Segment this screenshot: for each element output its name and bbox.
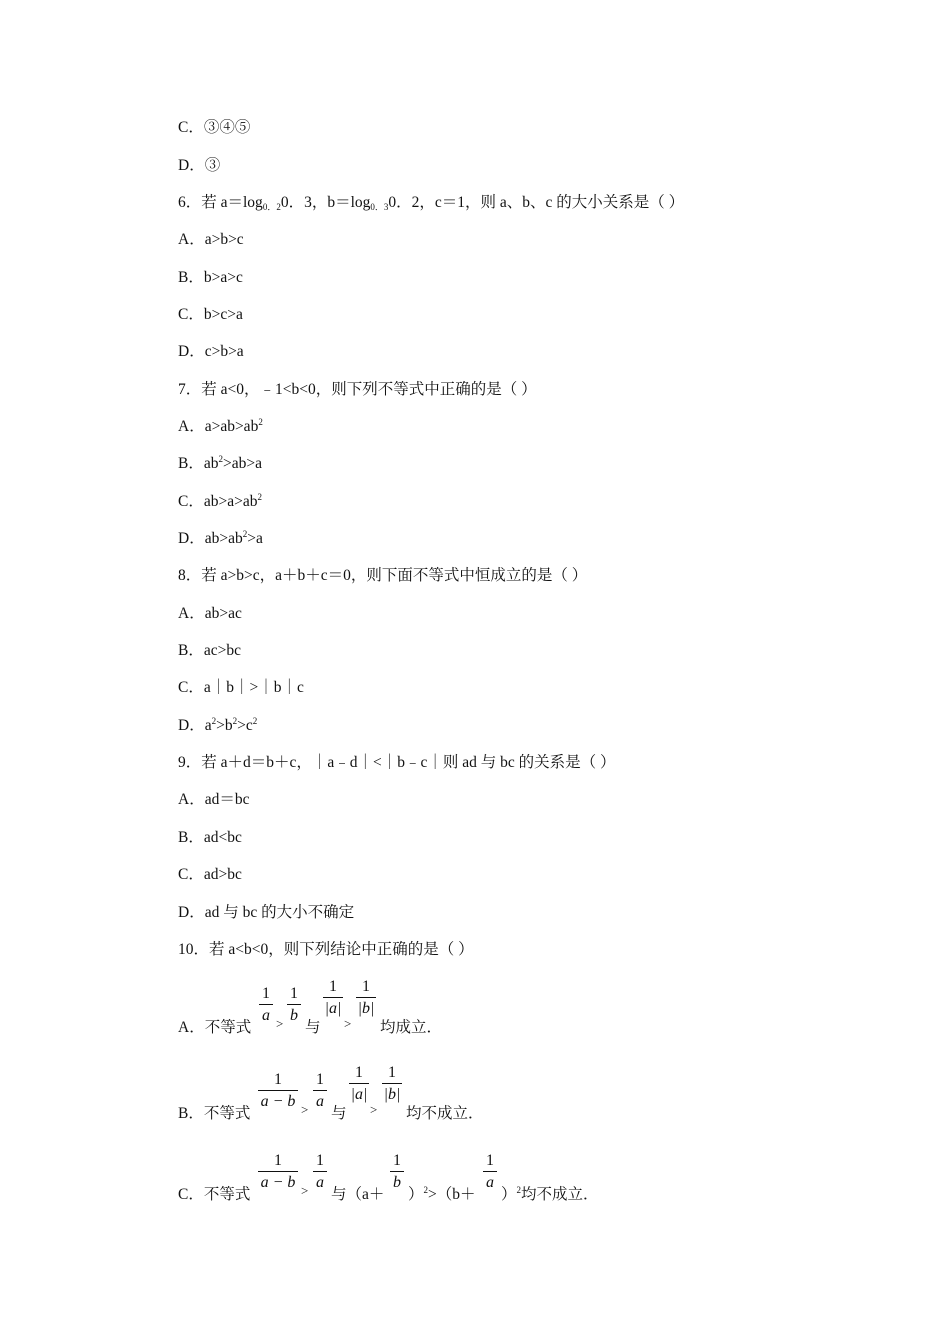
q10-option-c-label: C．不等式 bbox=[178, 1186, 251, 1203]
q10-a-frac-1-over-abs-a: 1 |a| bbox=[324, 978, 342, 1017]
q10-c-left-term-close: ）$^2$>（b＋ bbox=[408, 1185, 476, 1203]
q9-option-c: C．ad>bc bbox=[178, 866, 242, 883]
q10-c-end: ）$^2$均不成立． bbox=[501, 1185, 599, 1203]
q10-a-frac-1-over-a: 1 a bbox=[259, 985, 273, 1025]
q10-b-frac-1-over-abs-a: 1 |a| bbox=[350, 1064, 368, 1103]
q10-stem: 10．若 a<b<0，则下列结论中正确的是（ ） bbox=[178, 941, 474, 958]
q9-stem: 9．若 a＋d＝b＋c，｜a﹣d｜<｜b﹣c｜则 ad 与 bc 的关系是（ ） bbox=[178, 754, 616, 771]
q10-a-frac-1-over-b: 1 b bbox=[287, 985, 301, 1025]
q10-option-a-label: A．不等式 bbox=[178, 1019, 252, 1036]
q10-c-gt-1: > bbox=[301, 1183, 309, 1198]
q8-option-b: B．ac>bc bbox=[178, 642, 241, 659]
q10-b-and: 与 bbox=[331, 1105, 347, 1122]
q5-option-d: D．③ bbox=[178, 157, 221, 174]
q8-option-a: A．ab>ac bbox=[178, 605, 242, 622]
q8-stem: 8．若 a>b>c，a＋b＋c＝0，则下面不等式中恒成立的是（ ） bbox=[178, 567, 588, 584]
q10-a-gt-2: > bbox=[344, 1016, 352, 1031]
q10-a-gt-1: > bbox=[276, 1016, 284, 1031]
q10-c-and: 与（a＋ bbox=[331, 1186, 385, 1203]
q10-c-frac-1-over-a-minus-b: 1 a − b bbox=[258, 1152, 298, 1192]
q10-b-end: 均不成立． bbox=[406, 1105, 484, 1122]
q10-option-b-label: B．不等式 bbox=[178, 1105, 251, 1122]
q7-stem: 7．若 a<0，﹣1<b<0，则下列不等式中正确的是（ ） bbox=[178, 381, 537, 398]
q9-option-d: D．ad 与 bc 的大小不确定 bbox=[178, 904, 355, 921]
q10-b-frac-1-over-abs-b: 1 |b| bbox=[383, 1064, 401, 1103]
q7-option-b: B．$ab^2>ab>a$ bbox=[178, 454, 262, 472]
q5-option-c: C．③④⑤ bbox=[178, 119, 251, 136]
q9-option-a: A．ad＝bc bbox=[178, 791, 250, 808]
q9-option-b: B．ad<bc bbox=[178, 829, 242, 846]
q7-option-a: A．$a>ab>ab^2$ bbox=[178, 417, 263, 435]
q8-option-c: C．a｜b｜>｜b｜c bbox=[178, 679, 304, 696]
q10-b-frac-1-over-a: 1 a bbox=[313, 1071, 327, 1111]
q6-option-b: B．b>a>c bbox=[178, 269, 243, 286]
q10-a-and: 与 bbox=[305, 1019, 321, 1036]
q8-option-d: D．$a^2>b^2>c^2$ bbox=[178, 716, 258, 734]
q10-b-frac-1-over-a-minus-b: 1 a − b bbox=[258, 1071, 298, 1111]
q6-option-d: D．c>b>a bbox=[178, 343, 244, 360]
q10-a-end: 均成立． bbox=[380, 1019, 443, 1036]
q10-c-frac-1-over-a-2: 1 a bbox=[483, 1152, 497, 1192]
q10-b-gt-1: > bbox=[301, 1102, 309, 1117]
q10-b-gt-2: > bbox=[370, 1102, 378, 1117]
q10-c-frac-1-over-a: 1 a bbox=[313, 1152, 327, 1192]
q6-stem: 6．若 a＝log0．20．3，b＝log0．30．2，c＝1，则 a、b、c 的大小关系是（ ） bbox=[178, 194, 685, 212]
q7-option-c: C．$ab>a>ab^2$ bbox=[178, 492, 262, 510]
q6-option-a: A．a>b>c bbox=[178, 231, 244, 248]
q10-c-frac-1-over-b: 1 b bbox=[390, 1152, 404, 1192]
q10-a-frac-1-over-abs-b: 1 |b| bbox=[357, 978, 375, 1017]
q6-option-c: C．b>c>a bbox=[178, 306, 243, 323]
q7-option-d: D．$ab>ab^2>a$ bbox=[178, 529, 263, 547]
